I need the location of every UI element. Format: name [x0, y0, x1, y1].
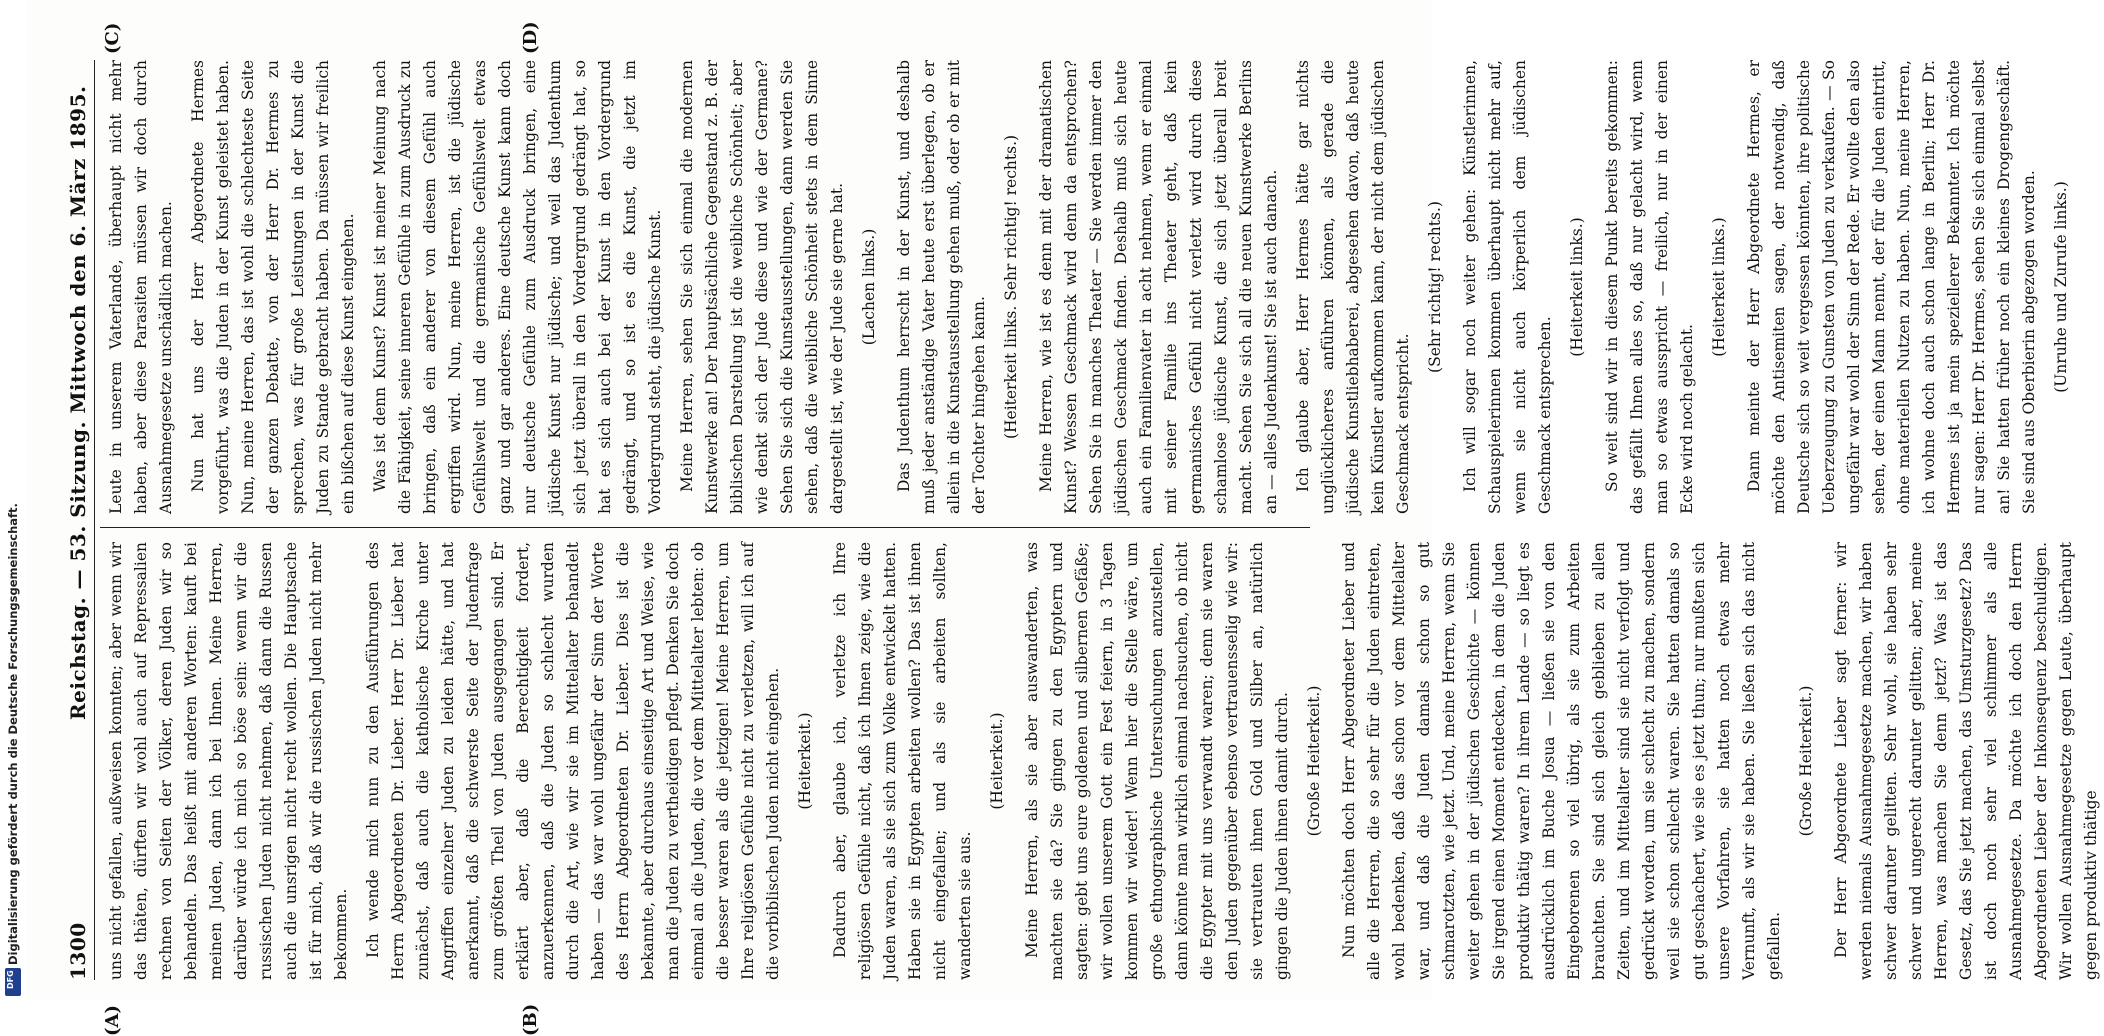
text-paragraph: Ich glaube aber, Herr Hermes hätte gar nichts unglücklicheres anführen können, als gerade die jüdische Kunstliebhaberei, abgesehen davon, daß heute kein Künstler aufkommen kann, der nicht dem jüdischen Geschmack entspricht.	[1294, 60, 1412, 514]
dfg-logo	[5, 968, 21, 996]
stage-direction: (Heiterkeit links. Sehr richtig! rechts.)	[1002, 134, 1020, 440]
text-paragraph: Der Herr Abgeordnete Lieber sagt ferner: wir werden niemals Ausnahmegesetze machen, wir haben schwer darunter gelitten. Sehr wohl, sie haben sehr schwer und ungerecht darunter gelitten; aber, meine Herren, was machen Sie denn jetzt? Was ist das Gesetz, das Sie jetzt machen, das Umsturzgesetz? Das ist doch noch sehr viel schlimmer als alle Ausnahmegesetze. Da möchte ich doch den Herrn Abgeordneten Lieber der Inkonsequenz beschuldigen. Wir wollen Ausnahmegesetze gegen Leute, überhaupt gegen produktiv thätige	[1832, 542, 2100, 980]
stage-direction: (Heiterkeit links.)	[1710, 217, 1728, 357]
stage-direction: (Heiterkeit links.)	[1568, 217, 1586, 357]
margin-marker-c: (C)	[102, 22, 123, 54]
text-paragraph: Was ist denn Kunst? Kunst ist meiner Meinung nach die Fähigkeit, seine inneren Gefühle in zum Ausdruck zu bringen, daß ein anderer von diesem Gefühl auch ergriffen wird. Nun, meine Herren, ist die jüdische Gefühlswelt und die germanische Gefühlswelt etwas ganz und gar anderes. Eine deutsche Kunst kann doch nur deutsche Gefühle zum Ausdruck bringen, eine jüdische Kunst nur jüdische; und weil das Judenthum sich jetzt überall in den Vordergrund gedrängt hat, so hat es sich auch bei der Kunst in den Vordergrund gedrängt, und so ist es die Kunst, die jetzt im Vordergrund steht, die jüdische Kunst.	[371, 60, 664, 514]
text-paragraph: Das Judenthum herrscht in der Kunst, und deshalb muß jeder anständige Vater heute erst überlegen, ob er allein in die Kunstausstellung gehen muß, oder ob er mit der Tochter hingehen kann.	[895, 60, 988, 514]
margin-marker-a: (A)	[102, 1005, 123, 1036]
stage-direction: (Große Heiterkeit.)	[1305, 685, 1323, 837]
footer-strip	[0, 0, 26, 1000]
right-text-column	[104, 60, 2070, 514]
text-paragraph: Dann meinte der Herr Abgeordnete Hermes, er möchte den Antisemiten sagen, der notwendig, daß Deutsche sich so weit vergessen könnten, ihre politische Ueberzeugung zu Gunsten von Juden zu verkaufen. — So ungefähr war wohl der Sinn der Rede. Er wollte den also sehen, der einen Mann nennt, der für die Juden eintritt, ohne materiellen Nutzen zu haben. Nun, meine Herren, ich wohne doch auch schon lange in Berlin; Herr Dr. Hermes ist ja mein speziellerer Bekannter. Ich möchte nur sagen: Herr Dr. Hermes, sehen Sie sich einmal selbst an! Sie hatten früher noch ein kleines Drogengeschäft. Sie sind aus Oberbierin abgezogen worden.	[1745, 60, 2038, 514]
text-paragraph: Meine Herren, wie ist es denn mit der dramatischen Kunst? Wessen Geschmack wird denn da entsprochen? Sehen Sie in manches Theater — Sie werden immer den jüdischen Geschmack finden. Deshalb muß sich heute auch ein Familienvater in acht nehmen, wenn er einmal mit seiner Familie ins Theater geht, daß kein germanisches Gefühl nicht verletzt wird durch diese schamlose jüdische Kunst, die sich jetzt überall breit macht. Sehen Sie sich all die neuen Kunstwerke Berlins an — alles Judenkunst! Sie ist auch danach.	[1037, 60, 1280, 514]
margin-marker-b: (B)	[520, 1003, 541, 1036]
stage-direction: (Heiterkeit.)	[988, 712, 1006, 810]
column-divider	[100, 527, 1310, 528]
text-paragraph: Meine Herren, als sie aber auswanderten, was machten sie da? Sie gingen zu den Egyptern und sagten: gebt uns eure goldenen und silbernen Gefäße; wir wollen unserem Gott ein Fest feiern, in 3 Tagen kommen wir wieder! Wenn hier die Stelle wäre, um große ethnographische Untersuchungen anzustellen, dann könnte man wirklich einmal nachsuchen, ob nicht die Egypter mit uns verwandt waren; denn sie waren den Juden gegenüber ebenso vertrauensselig wie wir: sie vertrauten ihnen Gold und Silber an, natürlich gingen die Juden ihnen damit durch.	[1023, 542, 1291, 980]
text-paragraph: So weit sind wir in diesem Punkt bereits gekommen: das gefällt Ihnen alles so, daß nur gelacht wird, wenn man so etwas ausspricht — freilich, nur in der einen Ecke wird noch gelacht.	[1603, 60, 1696, 514]
text-paragraph: Nun möchten doch Herr Abgeordneter Lieber und alle die Herren, die so sehr für die Juden eintreten, wohl bedenken, daß das schon vor dem Mittelalter war, und daß die Juden damals schon so gut schmarotzten, wie jetzt. Und, meine Herren, wenn Sie weiter gehen in der jüdischen Geschichte — können Sie irgend einen Moment entdecken, in dem die Juden produktiv thätig waren? In ihrem Lande — so liegt es ausdrücklich im Buche Josua — ließen sie von den Eingeborenen so viel übrig, als sie zum Arbeiten brauchten. Sie sind sich gleich geblieben zu allen Zeiten, und im Mittelalter sind sie nicht verfolgt und gedrückt worden, um sie schlecht zu machen, sondern weil sie schon schlecht waren. Sie hatten damals so gut geschachert, wie sie es jetzt thun; nur mußten sich unsere Vorfahren, sie hatten noch etwas mehr Vernunft, als wir sie haben. Sie ließen sich das nicht gefallen.	[1340, 542, 1783, 980]
stage-direction: (Unruhe und Zurufe links.)	[2052, 181, 2070, 393]
stage-direction: (Lachen links.)	[860, 228, 878, 346]
margin-marker-d: (D)	[520, 21, 541, 54]
stage-direction: (Heiterkeit.)	[796, 712, 814, 810]
text-paragraph: uns nicht gefallen, außweisen konnten; aber wenn wir das thäten, dürften wir wohl auch auf Repressalien rechnen von Seiten der Völker, deren Juden wir so behandeln. Das heißt mit anderen Worten: kauft bei meinen Juden, dann ich bei Ihnen. Meine Herren, darüber würde ich mich so böse sein: wenn wir die russischen Juden nicht nehmen, daß dann die Russen auch die unsrigen nicht recht wollen. Die Hauptsache ist für mich, daß wir die russischen Juden nicht mehr bekommen.	[107, 542, 350, 980]
stage-direction: (Sehr richtig! rechts.)	[1426, 201, 1444, 373]
text-paragraph: Nun hat uns der Herr Abgeordnete Hermes vorgeführt, was die Juden in der Kunst geleistet haben. Nun, meine Herren, das ist wohl die schlechteste Seite der ganzen Debatte, von der Herr Dr. Hermes zu sprechen, was für große Leistungen in der Kunst die Juden zu Stande gebracht haben. Da müssen wir freilich ein bißchen auf diese Kunst eingehen.	[189, 60, 357, 514]
page-header	[60, 60, 95, 980]
page-number: 1300	[66, 922, 90, 980]
text-paragraph: Meine Herren, sehen Sie sich einmal die modernen Kunstwerke an! Der hauptsächliche Gegenstand z. B. der biblischen Darstellung ist die weibliche Schönheit; aber wie denkt sich der Jude diese und wie der Germane? Sehen Sie sich die Kunstausstellungen, dann werden Sie sehen, daß die weibliche Schönheit stets in dem Sinne dargestellt ist, wie der Jude sie gerne hat.	[678, 60, 846, 514]
text-paragraph: Dadurch aber, glaube ich, verletze ich Ihre religiösen Gefühle nicht, daß ich Ihnen zeige, wie die Juden waren, als sie sich zum Volke entwickelt hatten. Haben sie in Egypten arbeiten wollen? Das ist ihnen nicht eingefallen; und als sie arbeiten sollten, wanderten sie aus.	[831, 542, 974, 980]
text-paragraph: Ich will sogar noch weiter gehen: Künstlerinnen, Schauspielerinnen kommen überhaupt nicht mehr auf, wenn sie nicht auch körperlich dem jüdischen Geschmack entsprechen.	[1461, 60, 1554, 514]
stage-direction: (Große Heiterkeit.)	[1797, 685, 1815, 837]
running-title: Reichstag. — 53. Sitzung. Mittwoch den 6. März 1895.	[66, 85, 90, 720]
left-text-column	[104, 542, 2100, 980]
rotated-page-content	[50, 21, 2100, 1036]
digitization-credit: Digitalisierung gefördert durch die Deutsche Forschungsgemeinschaft.	[6, 503, 20, 965]
dfg-logo-text: DFG	[6, 970, 15, 989]
text-paragraph: Leute in unserem Vaterlande, überhaupt nicht mehr haben, aber diese Parasiten müssen wir doch durch Ausnahmegesetze unschädlich machen.	[107, 60, 175, 514]
text-paragraph: Ich wende mich nun zu den Ausführungen des Herrn Abgeordneten Dr. Lieber. Herr Dr. Lieber hat zunächst, daß auch die katholische Kirche unter Angriffen einzelner Juden zu leiden hätte, und hat anerkannt, daß die schwerste Seite der Judenfrage zum größten Theil von Juden ausgegangen sind. Er erklärt aber, daß die Berechtigkeit fordert, anzuerkennen, daß die Juden so schlecht wurden durch die Art, wie wir sie im Mittelalter behandelt haben — das war wohl ungefähr der Sinn der Worte des Herrn Abgeordneten Dr. Lieber. Dies ist die bekannte, aber durchaus einseitige Art und Weise, wie man die Juden zu vertheidigen pflegt. Denken Sie doch einmal an die Juden, die vor dem Mittelalter lebten: ob die besser waren als die jetzigen! Meine Herren, um Ihre religiösen Gefühle nicht zu verletzen, will ich auf die vorbiblischen Juden nicht eingehen.	[364, 542, 782, 980]
